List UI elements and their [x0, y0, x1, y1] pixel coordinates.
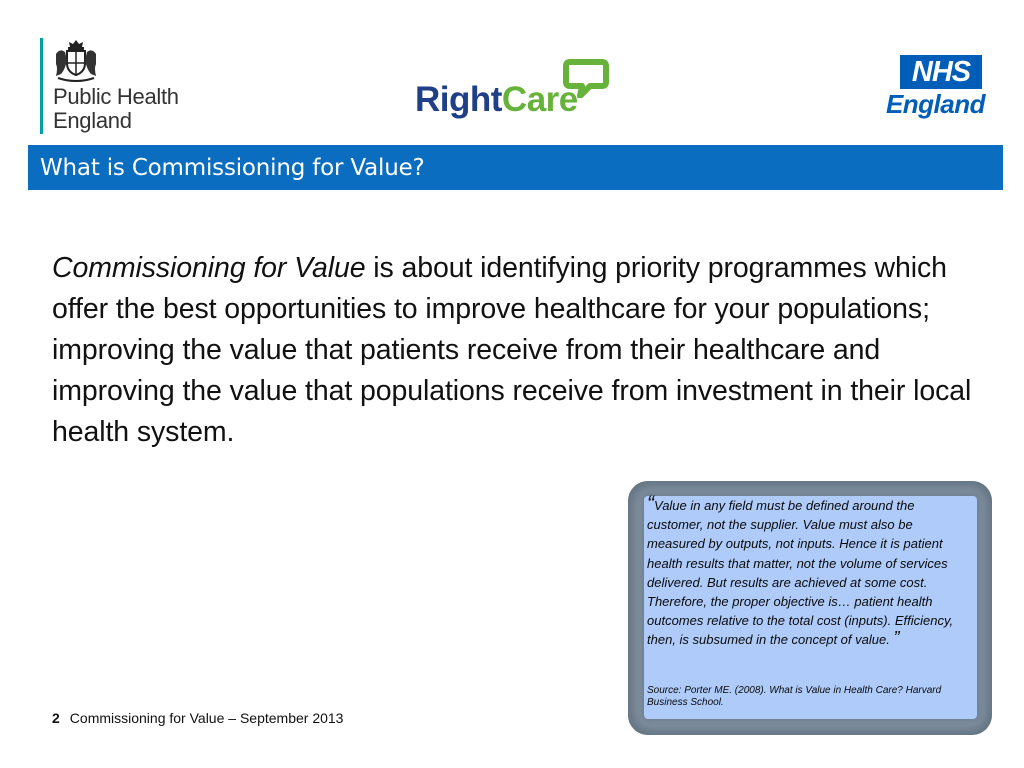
page-number: 2	[52, 710, 60, 726]
phe-logo-line1: Public Health	[53, 84, 179, 109]
quote-source: Source: Porter ME. (2008). What is Value in Health Care? Harvard Business School.	[647, 685, 942, 708]
footer-text: Commissioning for Value – September 2013	[69, 710, 344, 726]
slide-footer	[52, 710, 343, 726]
nhs-logo-england: England	[885, 89, 985, 119]
logo-accent-bar	[40, 38, 43, 134]
rightcare-logo	[415, 58, 615, 128]
body-paragraph	[52, 248, 972, 453]
rightcare-word-right: Right	[415, 80, 502, 119]
nhs-logo-box: NHS	[900, 55, 982, 89]
speech-bubble-icon	[562, 58, 610, 98]
body-text: is about identifying priority programmes which offer the best opportunities to improve healthcare for your populations; improving the value that patients receive from their healthcare and improving the value that populations receive from investment in their local health system.	[52, 252, 972, 448]
porter-quote	[647, 492, 974, 650]
rightcare-wordmark	[415, 80, 578, 120]
royal-crest-icon	[52, 38, 100, 82]
quote-open-mark: “	[647, 492, 654, 515]
rightcare-word-care: Care	[501, 80, 578, 119]
slide-title-bar	[28, 145, 1003, 190]
phe-logo-text	[53, 85, 179, 133]
body-emphasis: Commissioning for Value	[52, 252, 366, 284]
public-health-england-logo	[40, 38, 220, 138]
slide-title: What is Commissioning for Value?	[40, 155, 425, 181]
quote-close-mark: ”	[893, 628, 900, 649]
phe-logo-line2: England	[53, 108, 132, 133]
nhs-england-logo	[873, 55, 985, 123]
quote-text: Value in any field must be defined around the customer, not the supplier. Value must also be measured by outputs, not inputs. Hence it is patient health results that matter, not the volume of services delivered. But results are achieved at some cost. Therefore, the proper objective is… patient health outcomes relative to the total cost (inputs). Efficiency, then, is subsumed in the concept of value.	[647, 498, 954, 648]
